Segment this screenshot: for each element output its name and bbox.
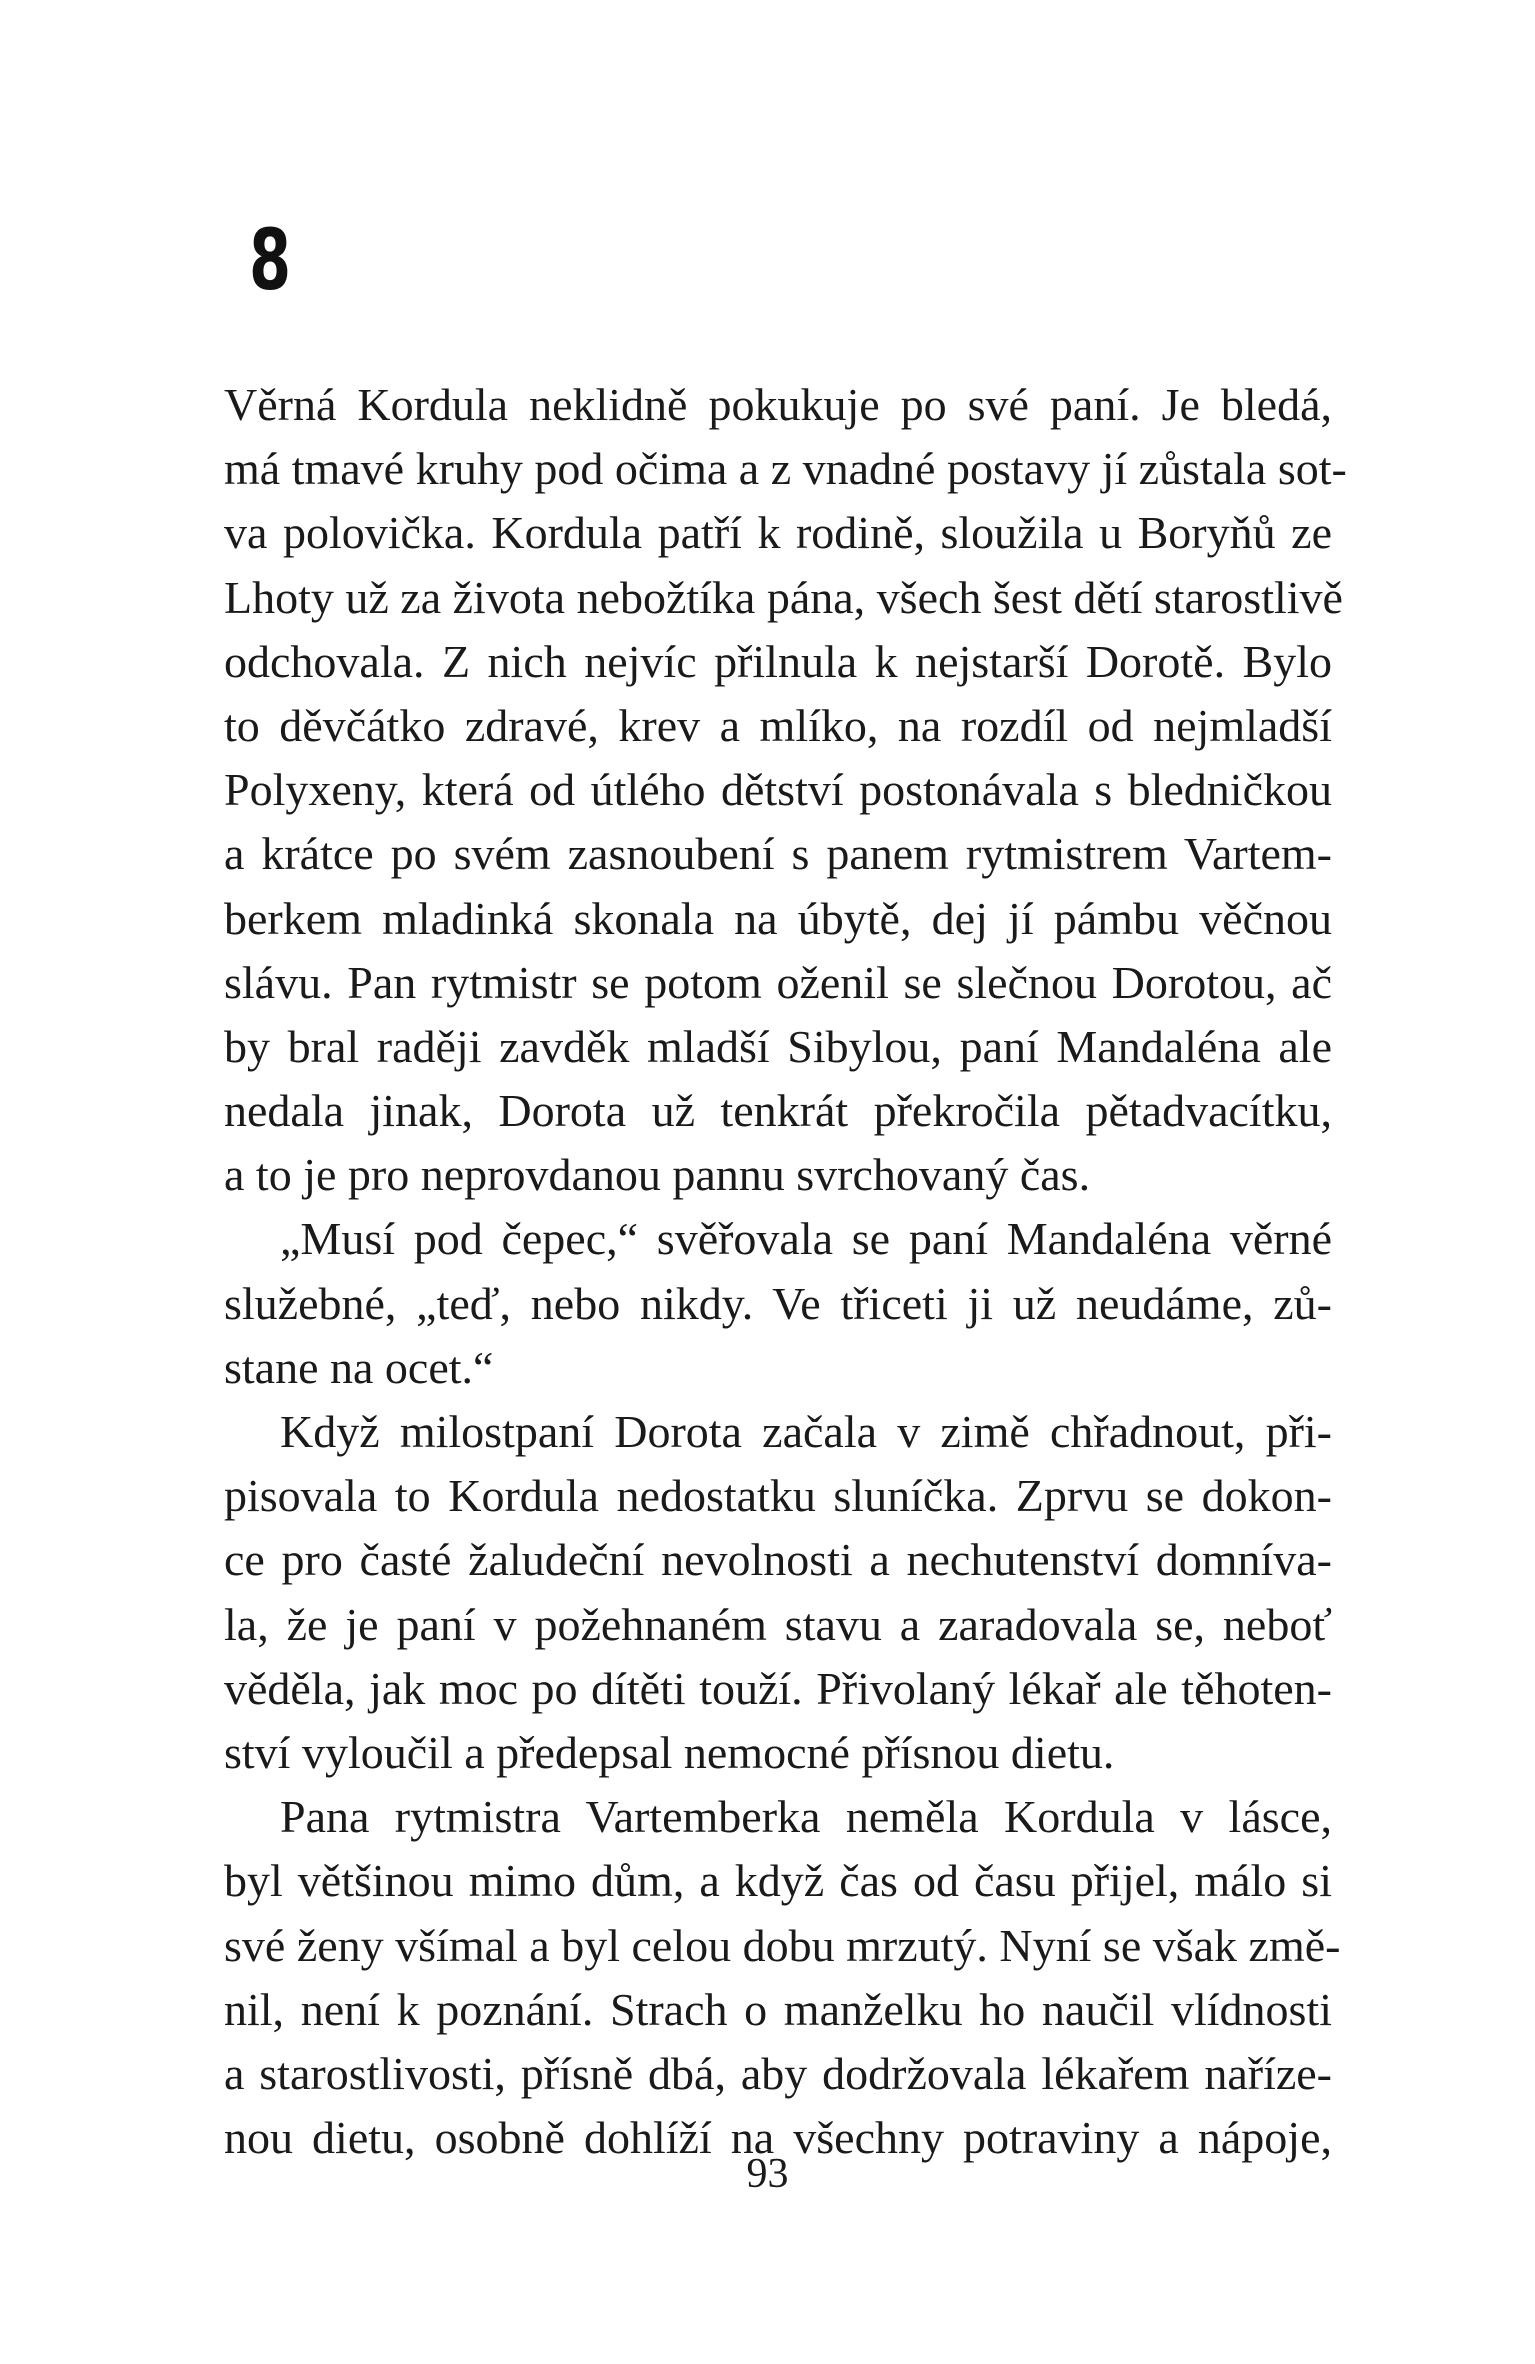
- text-line: Polyxeny, která od útlého dětství postonávala s bledničkou: [224, 764, 1332, 816]
- text-line: by bral raději zavděk mladší Sibylou, paní Mandaléna ale: [224, 1020, 1332, 1072]
- text-line: to děvčátko zdravé, krev a mlíko, na rozdíl od nejmladší: [224, 699, 1332, 751]
- text-line: Lhoty už za života nebožtíka pána, všech šest dětí starostlivě: [224, 571, 1343, 623]
- text-line: „Musí pod čepec,“ svěřovala se paní Mandaléna věrné: [280, 1213, 1332, 1265]
- text-line: byl většinou mimo dům, a když čas od času přijel, málo si: [224, 1855, 1332, 1907]
- text-line: ce pro časté žaludeční nevolnosti a nechutenství domníva-: [224, 1534, 1332, 1586]
- text-line: la, že je paní v požehnaném stavu a zaradovala se, neboť: [224, 1598, 1332, 1650]
- text-line: Když milostpaní Dorota začala v zimě chřadnout, při-: [280, 1406, 1332, 1457]
- text-line: odchovala. Z nich nejvíc přilnula k nejstarší Dorotě. Bylo: [224, 635, 1332, 687]
- text-line: nou dietu, osobně dohlíží na všechny potraviny a nápoje,: [224, 2112, 1332, 2164]
- paragraph: [224, 1400, 1332, 1785]
- paragraph: [224, 1207, 1332, 1400]
- text-line: berkem mladinká skonala na úbytě, dej jí pámbu věčnou: [224, 892, 1332, 944]
- text-line: slávu. Pan rytmistr se potom oženil se slečnou Dorotou, ač: [224, 956, 1332, 1008]
- text-line: a starostlivosti, přísně dbá, aby dodržovala lékařem nařízе-: [224, 2047, 1332, 2099]
- text-line: Pana rytmistra Vartemberka neměla Kordula v lásce,: [280, 1791, 1332, 1843]
- text-line: a to je pro neprovdanou pannu svrchovaný čas.: [224, 1149, 1091, 1201]
- paragraph: [224, 1785, 1341, 2170]
- text-line: ství vyloučil a předepsal nemocné přísnou dietu.: [224, 1726, 1115, 1778]
- body-text: [224, 373, 1347, 2170]
- chapter-number: 8: [249, 211, 292, 309]
- text-line: má tmavé kruhy pod očima a z vnadné postavy jí zůstala sot-: [224, 443, 1347, 495]
- text-line: Věrná Kordula neklidně pokukuje po své paní. Je bledá,: [224, 379, 1332, 430]
- text-line: pisovala to Kordula nedostatku sluníčka. Zprvu se dokon-: [224, 1470, 1332, 1522]
- text-line: nil, není k poznání. Strach o manželku ho naučil vlídnosti: [224, 1983, 1332, 2035]
- page-number: 93: [746, 2151, 789, 2197]
- text-line: služebné, „teď, nebo nikdy. Ve třiceti ji už neudáme, zů-: [224, 1277, 1332, 1329]
- text-line: věděla, jak moc po dítěti touží. Přivolaný lékař ale těhoten-: [224, 1662, 1332, 1714]
- paragraph: [224, 373, 1347, 1207]
- text-line: a krátce po svém zasnoubení s panem rytmistrem Vartem-: [224, 828, 1332, 880]
- text-line: své ženy všímal a byl celou dobu mrzutý. Nyní se však změ-: [224, 1919, 1341, 1971]
- text-line: stane na ocet.“: [224, 1341, 494, 1393]
- text-line: va polovička. Kordula patří k rodině, sloužila u Boryňů ze: [224, 507, 1332, 559]
- text-line: nedala jinak, Dorota už tenkrát překročila pětadvacítku,: [224, 1085, 1332, 1137]
